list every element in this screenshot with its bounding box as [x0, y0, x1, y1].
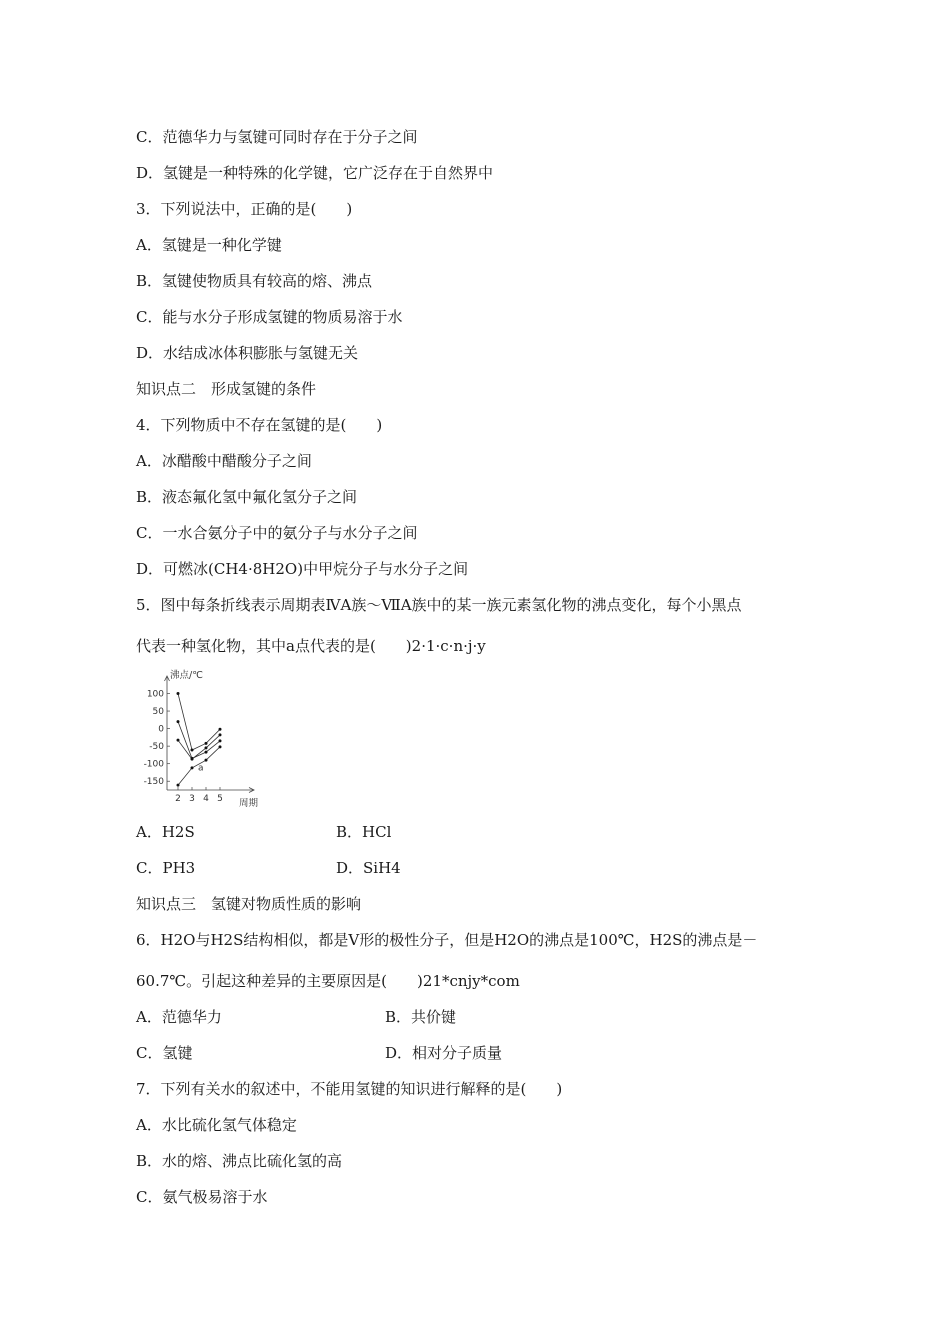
question-5-option-a: A．H2S [136, 823, 195, 841]
question-5-option-b: B．HCl [336, 823, 392, 841]
chart-ylabel: 沸点/℃ [170, 670, 203, 681]
question-5-option-d: D．SiH4 [336, 859, 401, 877]
question-5-line-2: 代表一种氢化物，其中a点代表的是( )2·1·c·n·j·y [136, 637, 486, 655]
question-3: 3．下列说法中，正确的是( ) [136, 200, 353, 218]
y-tick-label: 0 [158, 724, 164, 735]
data-point [219, 728, 222, 731]
data-point [205, 742, 208, 745]
boiling-point-chart [136, 666, 276, 812]
question-6-line-2: 60.7℃。引起这种差异的主要原因是( )21*cnjy*com [136, 972, 520, 990]
data-point [177, 720, 180, 723]
chart-annotation-a: a [198, 763, 204, 774]
question-6-option-c: C．氢键 [136, 1044, 193, 1062]
section-heading-2: 知识点二 形成氢键的条件 [136, 380, 317, 398]
question-4-option-a: A．冰醋酸中醋酸分子之间 [136, 452, 312, 470]
question-6-option-b: B．共价键 [385, 1008, 457, 1026]
series-line-1 [178, 694, 220, 750]
question-6-line-1: 6．H2O与H2S结构相似，都是V形的极性分子，但是H2O的沸点是100℃，H2S的沸点是－ [136, 931, 758, 949]
question-3-option-c: C．能与水分子形成氢键的物质易溶于水 [136, 308, 403, 326]
data-point [205, 759, 208, 762]
option-c-line: C．范德华力与氢键可同时存在于分子之间 [136, 128, 418, 146]
question-7-option-c: C．氨气极易溶于水 [136, 1188, 268, 1206]
data-point [205, 751, 208, 754]
data-point [219, 739, 222, 742]
x-tick-label: 2 [175, 794, 181, 804]
data-point [191, 758, 194, 761]
question-3-option-d: D．水结成冰体积膨胀与氢键无关 [136, 344, 359, 362]
question-4: 4．下列物质中不存在氢键的是( ) [136, 416, 383, 434]
data-point [177, 739, 180, 742]
y-tick-label: -150 [143, 777, 164, 788]
question-5-option-c: C．PH3 [136, 859, 196, 877]
data-point [191, 766, 194, 769]
x-tick-label: 5 [217, 794, 223, 804]
y-tick-label: -100 [143, 759, 164, 770]
question-3-option-a: A．氢键是一种化学键 [136, 236, 282, 254]
data-point [219, 733, 222, 736]
data-point [177, 784, 180, 787]
question-7-option-b: B．水的熔、沸点比硫化氢的高 [136, 1152, 343, 1170]
question-6-option-a: A．范德华力 [136, 1008, 222, 1026]
question-4-option-b: B．液态氟化氢中氟化氢分子之间 [136, 488, 358, 506]
y-tick-label: 50 [152, 707, 164, 718]
y-tick-label: -50 [149, 742, 164, 753]
question-6-option-d: D．相对分子质量 [385, 1044, 503, 1062]
data-point [219, 745, 222, 748]
y-tick-label: 100 [146, 689, 164, 700]
x-tick-label: 3 [189, 794, 195, 804]
question-7: 7．下列有关水的叙述中，不能用氢键的知识进行解释的是( ) [136, 1080, 563, 1098]
question-3-option-b: B．氢键使物质具有较高的熔、沸点 [136, 272, 373, 290]
data-point [205, 746, 208, 749]
question-7-option-a: A．水比硫化氢气体稳定 [136, 1116, 297, 1134]
question-4-option-d: D．可燃冰(CH4·8H2O)中甲烷分子与水分子之间 [136, 560, 469, 578]
question-4-option-c: C．一水合氨分子中的氨分子与水分子之间 [136, 524, 418, 542]
data-point [177, 692, 180, 695]
option-d-line: D．氢键是一种特殊的化学键，它广泛存在于自然界中 [136, 164, 494, 182]
question-5-line-1: 5．图中每条折线表示周期表ⅣA族～ⅦA族中的某一族元素氢化物的沸点变化，每个小黑点 [136, 596, 742, 614]
chart-xlabel: 周期 [239, 798, 259, 809]
section-heading-3: 知识点三 氢键对物质性质的影响 [136, 895, 362, 913]
x-tick-label: 4 [203, 794, 209, 804]
data-point [191, 749, 194, 752]
